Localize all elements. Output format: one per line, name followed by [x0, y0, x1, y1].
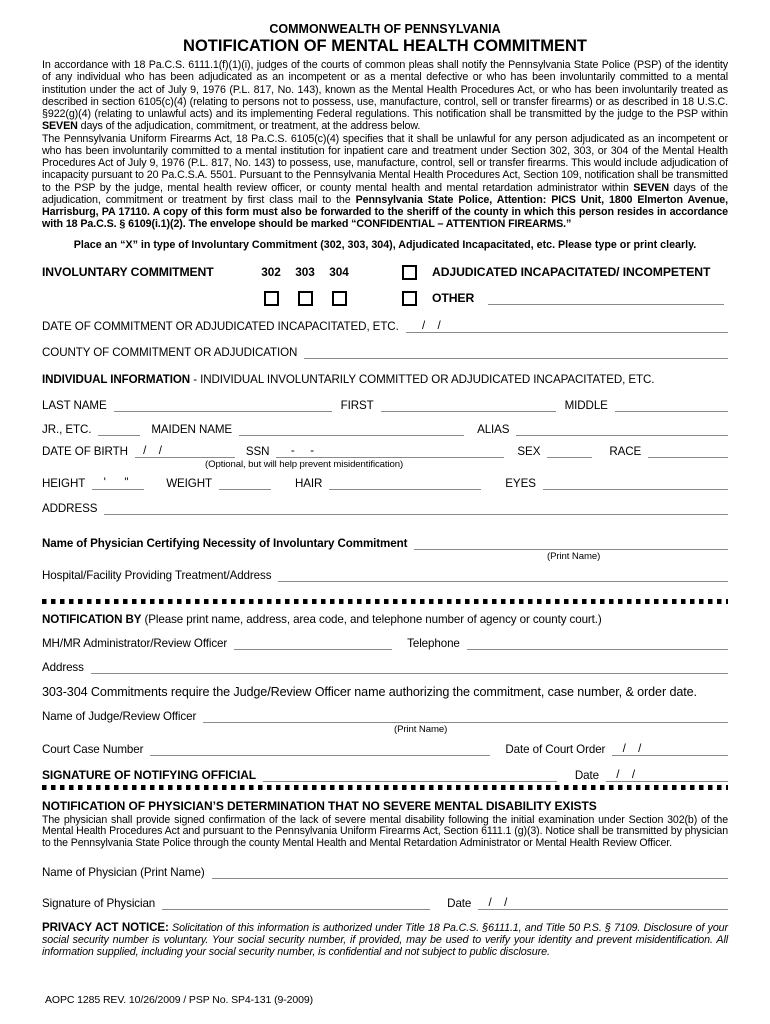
court-case-line[interactable] — [150, 742, 490, 756]
form-number-footer: AOPC 1285 REV. 10/26/2009 / PSP No. SP4-131 (9-2009) — [45, 994, 313, 1006]
intro-paragraph-1 — [42, 59, 728, 133]
race-label: RACE — [609, 444, 642, 458]
court-case-label: Court Case Number — [42, 742, 144, 756]
height-label: HEIGHT — [42, 476, 86, 490]
last-name-line[interactable] — [114, 398, 332, 412]
order-date-slashes: / / — [616, 741, 642, 755]
dotted-separator — [42, 599, 728, 604]
ssn-line[interactable] — [276, 444, 504, 458]
agency-address-label: Address — [42, 660, 84, 674]
physician-signature-label: Signature of Physician — [42, 896, 156, 910]
maiden-name-line[interactable] — [239, 422, 464, 436]
first-name-line[interactable] — [381, 398, 556, 412]
notifying-date-line[interactable] — [606, 768, 728, 782]
physician-name-label: Name of Physician (Print Name) — [42, 865, 205, 879]
name-row — [42, 398, 728, 412]
notifying-official-signature-line[interactable] — [263, 768, 557, 782]
judge-row — [42, 709, 728, 723]
date-of-commitment-row — [42, 319, 728, 333]
notification-by-heading-rest: (Please print name, address, area code, and telephone number of agency or county court.) — [141, 612, 602, 626]
jr-line[interactable] — [98, 422, 140, 436]
telephone-label: Telephone — [407, 636, 460, 650]
checkbox-303[interactable] — [298, 291, 313, 306]
placement-instruction: Place an “X” in type of Involuntary Commitment (302, 303, 304), Adjudicated Incapacitated, etc. Please type or print clearly. — [73, 238, 697, 251]
other-label: OTHER — [432, 291, 475, 305]
privacy-act-label: PRIVACY ACT NOTICE: — [42, 920, 169, 934]
certifying-physician-print-note: (Print Name) — [547, 550, 601, 562]
notifying-official-signature-row — [42, 768, 728, 782]
date-of-birth-line[interactable] — [135, 444, 235, 458]
individual-address-label: ADDRESS — [42, 501, 98, 515]
sex-label: SEX — [517, 444, 541, 458]
weight-line[interactable] — [219, 476, 271, 490]
hospital-facility-label: Hospital/Facility Providing Treatment/Address — [42, 568, 272, 582]
intro-paragraph-2 — [42, 133, 728, 231]
notifying-date-label: Date — [574, 768, 599, 782]
judge-print-note: (Print Name) — [394, 723, 448, 735]
suffix-maiden-alias-row — [42, 422, 728, 436]
height-line[interactable] — [92, 476, 144, 490]
eyes-label: EYES — [505, 476, 536, 490]
eyes-line[interactable] — [543, 476, 728, 490]
hospital-facility-row — [42, 568, 728, 582]
physician-name-row — [42, 865, 728, 879]
notification-by-heading — [42, 613, 728, 626]
intro-p1-bold: SEVEN — [42, 120, 78, 133]
dotted-separator-2 — [42, 785, 728, 790]
judge-line[interactable] — [203, 709, 728, 723]
physician-signature-row — [42, 896, 728, 910]
code-303-label: 303 — [295, 265, 315, 279]
notification-by-heading-bold: NOTIFICATION BY — [42, 612, 142, 626]
court-case-row — [42, 742, 728, 756]
physician-signature-line[interactable] — [162, 896, 430, 910]
agency-address-row — [42, 660, 728, 674]
code-302-label: 302 — [261, 265, 281, 279]
other-field-line[interactable] — [488, 291, 724, 305]
administrator-row — [42, 636, 728, 650]
order-date-line[interactable] — [612, 742, 728, 756]
hair-label: HAIR — [294, 476, 323, 490]
physician-determination-body: The physician shall provide signed confirmation of the lack of severe mental disability following the initial examination under Section 302(b) of the Mental Health Procedures Act and pursuant to the Pennsylvania Uniform Firearms Act, Section 6111.1 (g)(3). Notice shall be transmitted by physician to the Pennsylvania State Police through the county Mental Health and Mental Retardation Administrator or Mental Health Review Officer. — [42, 813, 728, 850]
form-title: NOTIFICATION OF MENTAL HEALTH COMMITMENT — [183, 37, 587, 55]
date-of-birth-label: DATE OF BIRTH — [42, 444, 128, 458]
privacy-act-notice — [42, 922, 728, 958]
alias-line[interactable] — [516, 422, 728, 436]
intro-p1-text-end: days of the adjudication, commitment, or treatment, at the address below. — [77, 120, 421, 133]
county-label: COUNTY OF COMMITMENT OR ADJUDICATION — [42, 345, 298, 359]
commitment-checkbox-row — [42, 291, 728, 306]
individual-address-row — [42, 501, 728, 515]
ssn-dashes: - - — [278, 443, 315, 457]
physician-date-slashes: / / — [482, 895, 508, 909]
cell-303 — [288, 291, 322, 306]
notifying-date-slashes: / / — [610, 767, 635, 781]
involuntary-commitment-label: INVOLUNTARY COMMITMENT — [42, 265, 214, 279]
requirement-303-304-text: 303-304 Commitments require the Judge/Review Officer name authorizing the commitment, case number, & order date. — [42, 684, 697, 699]
certifying-physician-label: Name of Physician Certifying Necessity of Involuntary Commitment — [42, 536, 408, 550]
certifying-physician-line[interactable] — [414, 536, 728, 550]
jr-label: JR., ETC. — [42, 422, 92, 436]
intro-p2-text: The Pennsylvania Uniform Firearms Act, 18 Pa.C.S. 6105(c)(4) specifies that it shall be unlawful for any person adjudicated as an incompetent or who has been involuntarily committed to a mental institution for inpatient care and treatment under Section 302, 303, or 304 of the Mental Health Procedures Act of July 9, 1976 (P.L. 817, No. 143) to possess, use, manufacture, control, sell or transfer firearms. This would include adjudication of incapacity pursuant to 20 Pa.C.S.A. 5501. Pursuant to the Pennsylvania Mental Health Procedures Act, Section 109, notification shall be transmitted to the PSP by the judge, mental health review officer, or county mental health and mental retardation administrator within — [42, 132, 728, 194]
adjudicated-incapacitated-label: ADJUDICATED INCAPACITATED/ INCOMPETENT — [432, 265, 711, 279]
height-marks: ' " — [94, 475, 129, 489]
checkbox-304[interactable] — [332, 291, 347, 306]
administrator-label: MH/MR Administrator/Review Officer — [42, 636, 228, 650]
individual-information-heading-rest: - INDIVIDUAL INVOLUNTARILY COMMITTED OR ADJUDICATED INCAPACITATED, ETC. — [190, 372, 655, 386]
intro-p1-text: In accordance with 18 Pa.C.S. 6111.1(f)(1)(i), judges of the courts of common pleas shall notify the Pennsylvania State Police (PSP) of the identity of any individual who has been adjudicated as an incompetent or as a mental defective or who has been involuntarily committed to a mental institution under the act of July 9, 1976 (P.L. 817, No. 143), known as the Mental Health Procedures Act, or who has been involuntarily treated as described in section 6105(c)(4) (relating to persons not to possess, use, manufacture, control, sell or transfer firearms) or as described in 18 U.S.C. §922(g)(4) (relating to unlawful acts) and its implementing Federal regulations. This notification shall be transmitted by the judge to the PSP within — [42, 59, 728, 120]
physician-name-line[interactable] — [212, 865, 728, 879]
physician-determination-heading: NOTIFICATION OF PHYSICIAN’S DETERMINATION THAT NO SEVERE MENTAL DISABILITY EXISTS — [42, 798, 597, 813]
adjudicated-incapacitated-checkbox[interactable] — [402, 265, 417, 280]
administrator-line[interactable] — [234, 636, 392, 650]
first-name-label: FIRST — [340, 398, 374, 412]
notifying-official-signature-label: SIGNATURE OF NOTIFYING OFFICIAL — [42, 767, 257, 782]
agency-address-line[interactable] — [91, 660, 728, 674]
dob-ssn-row — [42, 444, 728, 458]
weight-label: WEIGHT — [166, 476, 212, 490]
individual-information-heading-bold: INDIVIDUAL INFORMATION — [42, 372, 191, 386]
middle-name-line[interactable] — [615, 398, 728, 412]
physician-date-line[interactable] — [478, 896, 728, 910]
checkbox-302[interactable] — [264, 291, 279, 306]
dob-slashes: / / — [136, 443, 162, 457]
order-date-label: Date of Court Order — [505, 742, 606, 756]
cell-304 — [322, 291, 356, 306]
intro-p2-bold-address: Pennsylvania State Police, Attention: PICS Unit, 1800 Elmerton Avenue, Harrisburg, PA 17110. A copy of this form must also be forwarded to the sheriff of the county in which this person resides in accordance with 18 Pa.C.S. § 6109(i.1)(2). The envelope should be marked “CONFIDENTIAL – ATTENTION FIREARMS.” — [42, 193, 728, 231]
privacy-act-body: Solicitation of this information is authorized under Title 18 Pa.C.S. §6111.1, and Title 50 P.S. § 7109. Disclosure of your social security number is voluntary. Your social security number, if provided, may be used to verify your identity and prevent misidentification. All information supplied, including your social security number, is confidential and not subject to public disclosure. — [42, 921, 728, 959]
telephone-line[interactable] — [467, 636, 728, 650]
other-checkbox[interactable] — [402, 291, 417, 306]
county-row — [42, 345, 728, 359]
last-name-label: LAST NAME — [42, 398, 107, 412]
ssn-label: SSN — [245, 444, 270, 458]
physical-description-row — [42, 476, 728, 490]
code-304-label: 304 — [329, 265, 349, 279]
physician-date-label: Date — [447, 896, 472, 910]
ssn-optional-note: (Optional, but will help prevent misidentification) — [205, 458, 404, 470]
race-line[interactable] — [648, 444, 728, 458]
individual-information-heading — [42, 373, 728, 386]
hair-line[interactable] — [329, 476, 481, 490]
intro-p2-bold-seven: SEVEN — [633, 181, 669, 194]
commitment-type-row — [42, 265, 728, 280]
hospital-facility-line[interactable] — [278, 568, 728, 582]
cell-302 — [254, 291, 288, 306]
county-line[interactable] — [304, 345, 728, 359]
certifying-physician-row — [42, 536, 728, 550]
intro-p2-text-mid: days of the adjudication, commitment or treatment by first class mail to the — [42, 181, 728, 206]
date-of-commitment-label: DATE OF COMMITMENT OR ADJUDICATED INCAPACITATED, ETC. — [42, 319, 399, 333]
alias-label: ALIAS — [477, 422, 510, 436]
middle-name-label: MIDDLE — [564, 398, 608, 412]
sex-line[interactable] — [547, 444, 592, 458]
maiden-name-label: MAIDEN NAME — [151, 422, 233, 436]
judge-label: Name of Judge/Review Officer — [42, 709, 197, 723]
individual-address-line[interactable] — [104, 501, 728, 515]
date-of-commitment-line[interactable] — [406, 319, 728, 333]
date-slashes: / / — [415, 318, 441, 332]
form-jurisdiction-title: COMMONWEALTH OF PENNSYLVANIA — [269, 22, 501, 36]
